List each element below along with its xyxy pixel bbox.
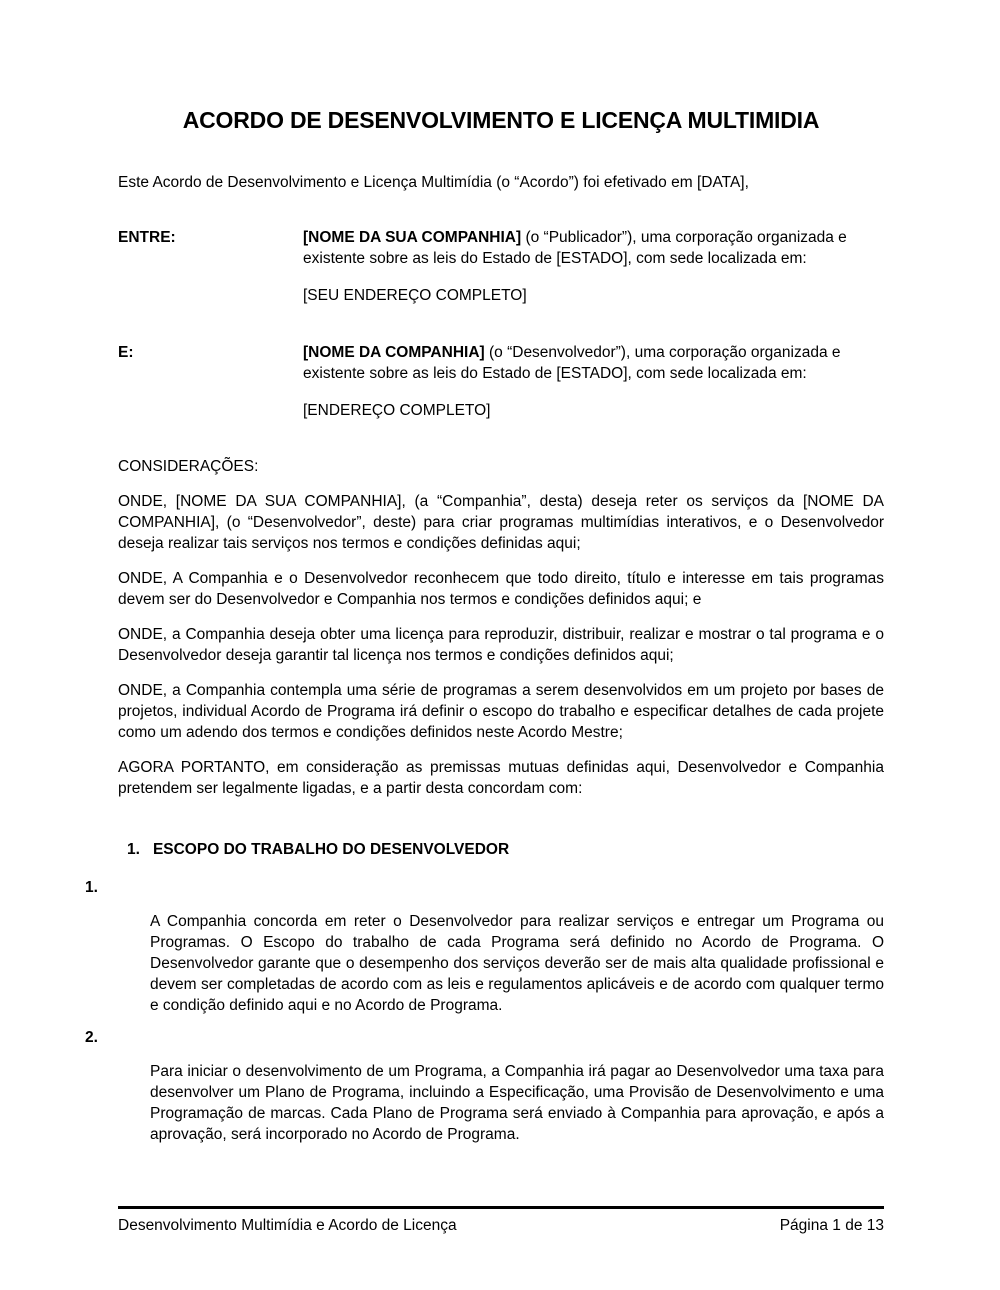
party-label: E:: [118, 344, 134, 361]
party-body: [303, 342, 884, 421]
recital-paragraph-1: ONDE, [NOME DA SUA COMPANHIA], (a “Companhia”, desta) deseja reter os serviços da [NOME DA COMPANHIA], (o “Desenvolvedor”, deste) para criar programas multimídias interativos, e o Desenvolvedor deseja realizar tais serviços nos termos e condições definidas aqui;: [118, 493, 884, 552]
recital-paragraph-2: ONDE, A Companhia e o Desenvolvedor reconhecem que todo direito, título e interesse em tais programas devem ser do Desenvolvedor e Companhia nos termos e condições definidos aqui; e: [118, 570, 884, 608]
considerations-heading: CONSIDERAÇÕES:: [118, 458, 259, 475]
footer-document-name: Desenvolvimento Multimídia e Acordo de Licença: [118, 1217, 457, 1234]
recital-paragraph-3: ONDE, a Companhia deseja obter uma licença para reproduzir, distribuir, realizar e mostrar o tal programa e o Desenvolvedor deseja garantir tal licença nos termos e condições definidos aqui;: [118, 626, 884, 664]
section-1-heading-text: ESCOPO DO TRABALHO DO DESENVOLVEDOR: [152, 841, 510, 858]
party-address-placeholder: [ENDEREÇO COMPLETO]: [303, 402, 491, 419]
clause-number-2: 2.: [85, 1029, 98, 1046]
clause-number-1: 1.: [85, 879, 98, 896]
party-description: [303, 342, 884, 384]
party-label: ENTRE:: [118, 229, 176, 246]
clause-text-2: Para iniciar o desenvolvimento de um Programa, a Companhia irá pagar ao Desenvolvedor uma taxa para desenvolver um Plano de Programa, incluindo a Especificação, uma Provisão de Desenvolvimento e uma Programação de marcas. Cada Plano de Programa será enviado à Companhia para aprovação, e após a aprovação, será incorporado no Acordo de Programa.: [150, 1063, 884, 1143]
recital-paragraph-4: ONDE, a Companhia contempla uma série de programas a serem desenvolvidos em um projeto por bases de projetos, individual Acordo de Programa irá definir o escopo do trabalho e especificar detalhes de cada projete como um adendo dos termos e condições definidos neste Acordo Mestre;: [118, 682, 884, 741]
document-title: ACORDO DE DESENVOLVIMENTO E LICENÇA MULTIMIDIA: [182, 107, 820, 133]
intro-paragraph: Este Acordo de Desenvolvimento e Licença Multimídia (o “Acordo”) foi efetivado em [DATA],: [118, 174, 749, 191]
party-description-rest: (o “Desenvolvedor”), uma corporação organizada e existente sobre as leis do Estado de [ESTADO], com sede localizada em:: [303, 344, 841, 382]
recital-paragraph-5: AGORA PORTANTO, em consideração as premissas mutuas definidas aqui, Desenvolvedor e Companhia pretendem ser legalmente ligadas, e a partir desta concordam com:: [118, 759, 884, 797]
section-1-number: 1.: [127, 841, 140, 858]
party-body: [303, 227, 884, 306]
party-block-developer: [118, 342, 884, 421]
party-address-placeholder: [SEU ENDEREÇO COMPLETO]: [303, 287, 527, 304]
clause-text-1: A Companhia concorda em reter o Desenvolvedor para realizar serviços e entregar um Programa ou Programas. O Escopo do trabalho de cada Programa será definido no Acordo de Programa. O Desenvolvedor garante que o desempenho dos serviços deverão ser de mais alta qualidade profissional e devem ser completadas de acordo com as leis e regulamentos aplicáveis e de acordo com qualquer termo e condição definido aqui e no Acordo de Programa.: [150, 913, 884, 1014]
page-footer: [118, 1206, 884, 1236]
party-name-placeholder: [NOME DA SUA COMPANHIA]: [303, 229, 522, 246]
party-description: [303, 227, 884, 269]
party-name-placeholder: [NOME DA COMPANHIA]: [303, 344, 485, 361]
section-1-heading: [127, 839, 884, 860]
party-block-publisher: [118, 227, 884, 306]
party-description-rest: (o “Publicador”), uma corporação organizada e existente sobre as leis do Estado de [ESTADO], com sede localizada em:: [303, 229, 847, 267]
footer-page-number: Página 1 de 13: [779, 1217, 884, 1234]
